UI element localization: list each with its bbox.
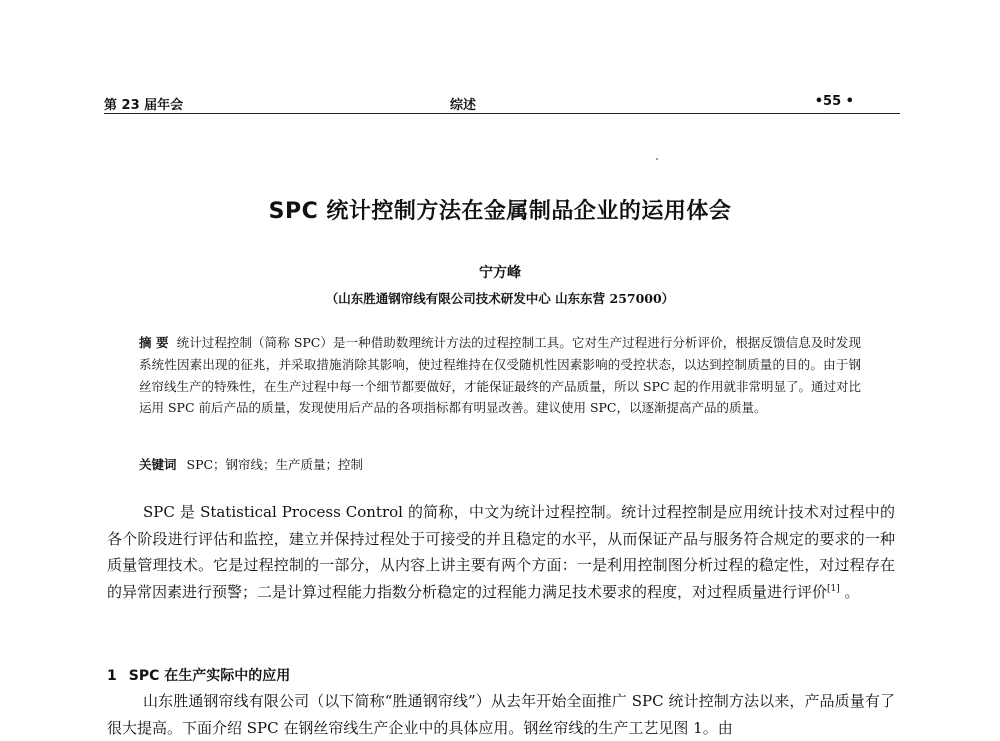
intro-end: 。 bbox=[839, 582, 860, 601]
keywords-label: 关键词 bbox=[139, 457, 177, 472]
keywords bbox=[139, 454, 861, 475]
header-rule bbox=[104, 113, 900, 114]
intro-text: SPC 是 Statistical Process Control 的简称，中文为统计过程控制。统计过程控制是应用统计技术对过程中的各个阶段进行评估和监控，建立并保持过程处于可接受的并且稳定的水平，从而保证产品与服务符合规定的要求的一种质量管理技术。它是过程控制的一部分，从内容上讲主要有两个方面：一是利用控制图分析过程的稳定性，对过程存在的异常因素进行预警；二是计算过程能力指数分析稳定的过程能力满足技术要求的程度，对过程质量进行评价 bbox=[107, 503, 895, 601]
author-name: 宁方峰 bbox=[479, 265, 521, 281]
running-header bbox=[104, 94, 900, 114]
abstract bbox=[139, 332, 861, 419]
abstract-label: 摘 要 bbox=[139, 335, 169, 350]
scan-speck bbox=[656, 158, 658, 160]
keywords-text: SPC；钢帘线；生产质量；控制 bbox=[186, 457, 364, 472]
section-heading bbox=[107, 665, 290, 685]
paper-title: SPC 统计控制方法在金属制品企业的运用体会 bbox=[268, 199, 732, 224]
header-page-number: •55 • bbox=[814, 94, 854, 109]
citation-ref: [1] bbox=[827, 583, 840, 594]
abstract-text: 统计过程控制（简称 SPC）是一种借助数理统计方法的过程控制工具。它对生产过程进行分析评价，根据反馈信息及时发现系统性因素出现的征兆，并采取措施消除其影响，使过程维持在仅受随机性因素影响的受控状态，以达到控制质量的目的。由于钢丝帘线生产的特殊性，在生产过程中每一个细节都要做好，才能保证最终的产品质量，所以 SPC 起的作用就非常明显了。通过对比运用 SPC 前后产品的质量，发现使用后产品的各项指标都有明显改善。建议使用 SPC，以逐渐提高产品的质量。 bbox=[139, 335, 861, 416]
author-affiliation: （山东胜通钢帘线有限公司技术研发中心 山东东营 257000） bbox=[325, 291, 675, 306]
intro-paragraph bbox=[107, 499, 895, 605]
section-title: SPC 在生产实际中的应用 bbox=[128, 668, 291, 684]
section-number: 1 bbox=[107, 668, 117, 684]
section-paragraph: 山东胜通钢帘线有限公司（以下简称“胜通钢帘线”）从去年开始全面推广 SPC 统计控制方法以来，产品质量有了很大提高。下面介绍 SPC 在钢丝帘线生产企业中的具体应用。钢丝帘线的生产工艺见图 1。由 bbox=[107, 692, 895, 737]
header-section: 综述 bbox=[450, 98, 477, 113]
header-conference: 第 23 届年会 bbox=[104, 98, 184, 113]
